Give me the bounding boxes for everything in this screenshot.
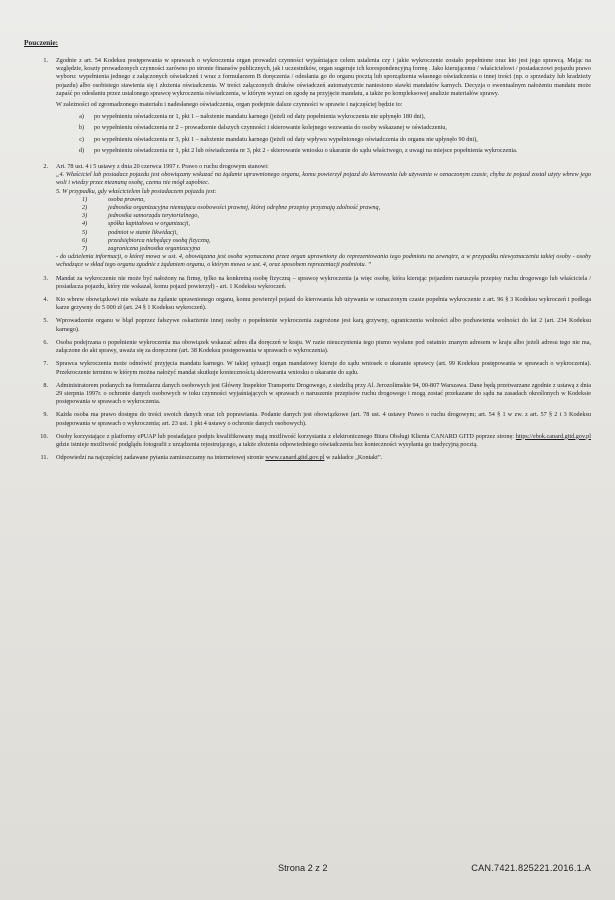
entity-item — [82, 237, 591, 245]
item-text: Administratorem podanych na formularzu danych osobowych jest Główny Inspektor Transportu Drogowego, z siedzibą przy Al. Jerozolimskie 94, 00-807 Warszawa. Dane będą przetwarzane zgodnie z ustawą z dnia 29 sierpnia 1997r. o ochronie danych osobowych w toku czynności wyjaśniających w sprawach o naruszenie przepisów ruchu drogowego i mogą zostać przekazane do sądu na zasadach określonych w Kodeksie postępowania w sprawach o wykroczenia. — [56, 381, 591, 406]
entity-text: zagraniczna jednostka organizacyjna — [108, 245, 201, 253]
item-text: Kto wbrew obowiązkowi nie wskaże na żądanie uprawnionego organu, komu powierzył pojazd do kierowania lub używania w oznaczonym czasie popełnia wykroczenie z art. 96 § 3 Kodeksu wykroczeń i podlega karze grzywny do 5 000 zł (art. 24 § 1 Kodeksu wykroczeń). — [56, 296, 591, 312]
list-item-2 — [24, 163, 591, 270]
list-item-9 — [24, 411, 591, 427]
document-heading: Pouczenie: — [24, 38, 59, 47]
entity-number: 6) — [82, 236, 88, 244]
item-text: Wprowadzenie organu w błąd poprzez fałszywe oskarżenie innej osoby o popełnienie wykroczenia zagrożone jest karą grzywny, ograniczenia wolności albo pozbawienia wolności do lat 2 (art. 234 Kodeksu karnego). — [56, 317, 591, 333]
item-number: 9. — [43, 411, 48, 419]
entity-item — [82, 204, 591, 212]
item-text: Mandat za wykroczenie nie może być nałożony na firmę, tylko na konkretną osobę fizyczną – sprawcę wykroczenia (a więc osobę, która kierując pojazdem naruszyła przepisy ruchu drogowego lub właściciela / posiadacza pojazdu, który nie wskazał, komu pojazd powierzył) - art. 1 Kodeksu wykroczeń. — [56, 274, 591, 290]
entity-text: podmiot w stanie likwidacji, — [108, 228, 178, 236]
item-number: 11. — [40, 454, 48, 462]
item-text-after-link: w zakładce „Kontakt”. — [324, 454, 383, 462]
list-item-5 — [24, 317, 591, 333]
entity-number: 7) — [82, 245, 88, 253]
entity-text: przedsiębiorca niebędący osobą fizyczną, — [108, 236, 211, 244]
sub-item-letter: b) — [78, 124, 84, 132]
item-number: 5. — [43, 317, 48, 325]
website-link[interactable]: www.canard.gitd.gov.pl — [265, 454, 325, 462]
item-text-before-link: Odpowiedzi na najczęściej zadawane pytania zamieszczamy na internetowej stronie — [56, 454, 266, 462]
list-item-4 — [24, 296, 591, 312]
entity-text: osoba prawna, — [108, 195, 145, 203]
entity-item — [82, 212, 591, 220]
sub-item-c — [56, 136, 591, 144]
entity-number: 3) — [82, 212, 88, 220]
entity-item — [82, 229, 591, 237]
sub-item-text: po wypełnieniu oświadczenia nr 3, pkt 1 – nałożenie mandatu karnego (jeżeli od daty wpływu wypełnionego oświadczenia do organu nie upłynęło 90 dni), — [94, 135, 478, 143]
entity-number: 5) — [82, 228, 88, 236]
item-body — [56, 57, 591, 158]
law-quote-closing: - do udzielenia informacji, o której mowa w ust. 4, obowiązana jest osoba wyznaczona przez organ uprawniony do reprezentowania tego podmiotu na zewnątrz, a w przypadku niewyznaczenia takiej osoby - osoby wchodzące w skład tego organu zgodnie z żądaniem organu, o którym mowa w ust. 4, oraz sposobem reprezentacji podmiotu. ” — [56, 253, 591, 269]
item-text: Sprawca wykroczenia może odmówić przyjęcia mandatu karnego. W takiej sytuacji organ mandatowy kieruje do sądu wniosek o ukaranie sprawcy (art. 99 Kodeksu postępowania w sprawach o wykroczenia). Przekroczenie terminu w którym można nałożyć mandat skutkuje koniecznością skierowania wniosku o ukaranie do sądu. — [56, 360, 591, 376]
item-paragraph: W zależności od zgromadzonego materiału i nadesłanego oświadczenia, organ podejmie dalsze czynności w sprawie i najczęściej będzie to: — [56, 101, 403, 109]
list-item-11 — [24, 454, 591, 462]
case-reference: CAN.7421.825221.2016.1.A — [471, 863, 591, 873]
item-intro: Art. 78 ust. 4 i 5 ustawy z dnia 20 czerwca 1997 r. Prawo o ruchu drogowym stanowi: — [56, 163, 269, 171]
list-item-7 — [24, 360, 591, 376]
item-text-after-link: gdzie istnieje możliwość podglądu fotografii z urządzenia rejestrującego, a także złożenia odpowiedniego oświadczenia bez konieczności wysyłania go tradycyjną pocztą. — [56, 440, 478, 448]
item-number: 3. — [43, 274, 48, 282]
list-item-10 — [24, 433, 591, 449]
entity-text: jednostka samorządu terytorialnego, — [108, 212, 199, 220]
item-number: 6. — [43, 338, 48, 346]
entity-list — [82, 196, 591, 253]
item-number: 8. — [43, 381, 48, 389]
page-footer — [0, 863, 615, 877]
sub-item-text: po wypełnieniu oświadczenia nr 2 – prowadzenie dalszych czynności i skierowanie kolejnego wezwania do osoby wskazanej w oświadczeniu, — [94, 124, 447, 132]
entity-text: spółka kapitałowa w organizacji, — [108, 220, 190, 228]
item-body — [56, 454, 591, 462]
list-item-8 — [24, 382, 591, 407]
entity-item — [82, 220, 591, 228]
sub-item-d — [56, 147, 591, 155]
entity-number: 1) — [82, 195, 88, 203]
item-text: Zgodnie z art. 54 Kodeksu postępowania w sprawach o wykroczenia organ prowadzi czynności wyjaśniające celem ustalenia czy i jakie wykroczenie zostało popełnione oraz kto jest jego sprawcą. Mając na względzie, koszty prowadzonych czynności zarówno po stronie finansów publicznych, jak i uczestników, organ sugeruje ich korespondencyjną formę . Jako kierującemu / właścicielowi / posiadaczowi pojazdu prawo wyboru: wypełnienia jednego z załączonych oświadczeń i wraz z formularzem B doręczenia / odesłania go do organu pocztą lub sporządzenia własnego oświadczenia o innej treści (np. o sprzedaży lub kradzieży pojazdu) albo osobistego stawienia się i złożenia oświadczenia. W treści załączonych druków oświadczeń automatycznie naniesiono stawki mandatów karnych. Decyzja o ewentualnym nałożeniu mandatu może zapaść po odesłaniu przez ustalonego sprawcę wykroczenia oświadczenia, w którym wyrazi on zgodę na przyjęcie mandatu, a także po kompleksowej analizie materiałów sprawy. — [56, 57, 591, 97]
item-number: 2. — [43, 163, 48, 171]
page-number: Strona 2 z 2 — [278, 863, 328, 873]
item-number: 1. — [43, 57, 48, 64]
sub-item-b — [56, 124, 591, 132]
sub-item-text: po wypełnieniu oświadczenia nr 1, pkt 2 lub oświadczenia nr 3, pkt 2 - skierowanie wniosku o ukaranie do sądu właściwego, z uwagi na miejsce popełnienia wykroczenia. — [94, 146, 518, 154]
entity-item — [82, 245, 591, 253]
entity-item — [82, 196, 591, 204]
sub-item-letter: d) — [78, 146, 84, 154]
item-text: Osoba podejrzana o popełnienie wykroczenia ma obowiązek wskazać adres dla doręczeń w kraju. W razie nieuczynienia tego pismo wysłane pod ostatnio znanym adresem w kraju albo jeżeli adresu tego nie ma, załączone do akt sprawy, uważa się za doręczone (art. 38 Kodeksu postępowania w sprawach o wykroczenia). — [56, 338, 591, 355]
item-text: Każda osoba ma prawo dostępu do treści swoich danych oraz ich poprawiania. Podanie danych jest obowiązkowe (art. 78 ust. 4 ustawy Prawo o ruchu drogowym; art. 54 § 1 w zw. z art. 57 § 2 i 3 Kodeksu postępowania w sprawach o wykroczenia; art. 23 ust. 1 pkt 4 ustawy o ochronie danych osobowych). — [56, 411, 591, 427]
list-item-3 — [24, 275, 591, 291]
sub-item-letter: c) — [79, 135, 84, 143]
item-body — [56, 433, 591, 449]
item-body — [56, 163, 591, 270]
ebok-link[interactable]: https://ebok.canard.gitd.gov.pl — [515, 432, 591, 440]
item-number: 4. — [43, 296, 48, 304]
sub-item-text: po wypełnieniu oświadczenia nr 1, pkt 1 – nałożenie mandatu karnego (jeżeli od daty popełnienia wykroczenia nie upłynęło 180 dni), — [94, 113, 426, 121]
instructions-list — [24, 57, 591, 462]
entity-number: 4) — [82, 220, 88, 228]
entity-text: jednostka organizacyjna niemająca osobowości prawnej, której odrębne przepisy przyznają zdolność prawną, — [108, 204, 381, 212]
item-number: 7. — [43, 360, 48, 368]
law-quote-paragraph-5: 5. W przypadku, gdy właścicielem lub posiadaczem pojazdu jest: — [56, 187, 217, 195]
sub-item-a — [56, 113, 591, 121]
list-item-1 — [24, 57, 591, 158]
list-item-6 — [24, 339, 591, 355]
item-text-before-link: Osoby korzystające z platformy ePUAP lub posiadające podpis kwalifikowany mają możliwość korzystania z elektronicznego Biura Obsługi Klienta CANARD GITD poprzez stronę: — [56, 432, 516, 440]
sub-item-letter: a) — [79, 113, 84, 121]
entity-number: 2) — [82, 204, 88, 212]
item-number: 10. — [40, 432, 48, 440]
law-quote-paragraph-4: „4. Właściciel lub posiadacz pojazdu jest obowiązany wskazać na żądanie uprawnionego organu, komu powierzył pojazd do kierowania lub używania w oznaczonym czasie, chyba że pojazd został użyty wbrew jego woli i wiedzy przez nieznaną osobę, czemu nie mógł zapobiec. — [56, 171, 591, 187]
